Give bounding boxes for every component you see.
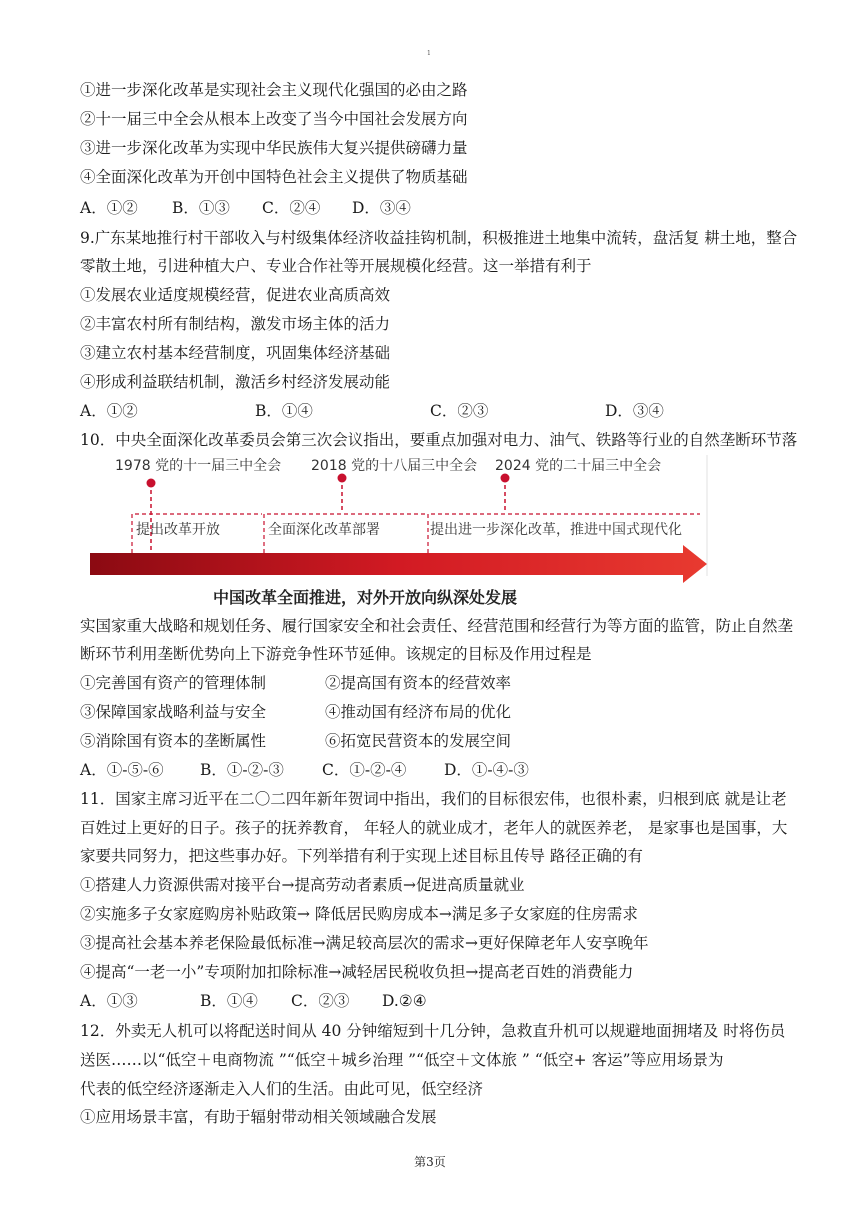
q11-option-b: B．①④	[200, 992, 258, 1010]
q10-option-a: A．①-⑤-⑥	[80, 761, 164, 779]
q10-item-1: ①完善国有资产的管理体制	[80, 674, 267, 692]
q8-option-c: C．②④	[262, 199, 321, 217]
event-box-2024: 提出进一步深化改革，推进中国式现代化	[430, 522, 682, 538]
q11-option-a: A．①③	[80, 992, 138, 1010]
q8-option-a: A．①②	[80, 199, 138, 217]
event-label-2024: 2024 党的二十届三中全会	[495, 458, 662, 474]
q12-stem-line-3: 代表的低空经济逐渐走入人们的生活。由此可见，低空经济	[80, 1080, 484, 1098]
q10-stem-line-2: 实国家重大战略和规划任务、履行国家安全和社会责任、经营范围和经营行为等方面的监管，防止自然垄	[80, 617, 794, 635]
q11-option-d: D.②④	[382, 992, 427, 1010]
timeline-caption: 中国改革全面推进，对外开放向纵深处发展	[213, 588, 518, 607]
q9-item-4: ④形成利益联结机制，激活乡村经济发展动能	[80, 373, 391, 391]
q9-option-d: D．③④	[605, 402, 664, 420]
q8-option-d: D．③④	[352, 199, 411, 217]
q11-option-c: C．②③	[291, 992, 350, 1010]
q11-item-4: ④提高“一老一小”专项附加扣除标准→减轻居民税收负担→提高老百姓的消费能力	[80, 963, 634, 981]
event-label-1978: 1978 党的十一届三中全会	[115, 458, 282, 474]
q10-stem-line-1: 10．中央全面深化改革委员会第三次会议指出，要重点加强对电力、油气、铁路等行业的自然垄断环节落	[80, 431, 798, 449]
timeline-arrow	[90, 545, 707, 583]
q8-option-b: B．①③	[172, 199, 230, 217]
q9-option-b: B．①④	[255, 402, 313, 420]
q10-item-6: ⑥拓宽民营资本的发展空间	[325, 732, 512, 750]
q10-item-2: ②提高国有资本的经营效率	[325, 674, 512, 692]
event-box-2018: 全面深化改革部署	[268, 522, 380, 538]
q12-stem-line-1: 12．外卖无人机可以将配送时间从 40 分钟缩短到十几分钟，急救直升机可以规避地面拥堵及 时将伤员	[80, 1022, 786, 1040]
q10-item-3: ③保障国家战略利益与安全	[80, 703, 267, 721]
q9-item-1: ①发展农业适度规模经营，促进农业高质高效	[80, 286, 391, 304]
q10-option-b: B．①-②-③	[200, 761, 284, 779]
page-footer: 第3页	[414, 1155, 446, 1169]
q9-option-a: A．①②	[80, 402, 138, 420]
event-marker-2018	[338, 474, 347, 511]
q10-option-c: C．①-②-④	[322, 761, 407, 779]
q10-item-5: ⑤消除国有资本的垄断属性	[80, 732, 267, 750]
q9-item-2: ②丰富农村所有制结构，激发市场主体的活力	[80, 315, 391, 333]
q9-option-c: C．②③	[430, 402, 489, 420]
q9-stem-line-2: 零散土地，引进种植大户、专业合作社等开展规模化经营。这一举措有利于	[80, 257, 592, 275]
q11-stem-line-1: 11．国家主席习近平在二〇二四年新年贺词中指出，我们的目标很宏伟，也很朴素，归根到底 就是让老	[80, 790, 787, 808]
q11-item-1: ①搭建人力资源供需对接平台→提高劳动者素质→促进高质量就业	[80, 876, 525, 894]
page-mark: 1	[427, 50, 431, 57]
event-marker-2024	[501, 474, 510, 511]
event-box-1978: 提出改革开放	[136, 522, 220, 538]
q12-stem-line-2: 送医……以“低空＋电商物流 ”“低空＋城乡治理 ”“低空＋文体旅 ” “低空+ 客运”等应用场景为	[80, 1051, 724, 1069]
q9-item-3: ③建立农村基本经营制度，巩固集体经济基础	[80, 344, 391, 362]
q12-item-1: ①应用场景丰富，有助于辐射带动相关领域融合发展	[80, 1108, 437, 1126]
q11-stem-line-2: 百姓过上更好的日子。孩子的抚养教育， 年轻人的就业成才，老年人的就医养老， 是家事也是国事，大	[80, 819, 788, 837]
q10-item-4: ④推动国有经济布局的优化	[325, 703, 512, 721]
q11-item-3: ③提高社会基本养老保险最低标准→满足较高层次的需求→更好保障老年人安享晚年	[80, 934, 649, 952]
q8-item-1: ①进一步深化改革是实现社会主义现代化强国的必由之路	[80, 81, 468, 99]
q8-item-3: ③进一步深化改革为实现中华民族伟大复兴提供磅礴力量	[80, 139, 468, 157]
q8-item-2: ②十一届三中全会从根本上改变了当今中国社会发展方向	[80, 110, 468, 128]
q9-stem-line-1: 9.广东某地推行村干部收入与村级集体经济收益挂钩机制，积极推进土地集中流转，盘活复 耕土地，整合	[80, 229, 798, 247]
q10-stem-line-3: 断环节利用垄断优势向上下游竞争性环节延伸。该规定的目标及作用过程是	[80, 645, 592, 663]
q11-item-2: ②实施多子女家庭购房补贴政策→ 降低居民购房成本→满足多子女家庭的住房需求	[80, 905, 638, 923]
event-label-2018: 2018 党的十八届三中全会	[311, 458, 478, 474]
q8-item-4: ④全面深化改革为开创中国特色社会主义提供了物质基础	[80, 168, 468, 186]
q10-option-d: D．①-④-③	[444, 761, 529, 779]
q11-stem-line-3: 家要共同努力，把这些事办好。下列举措有利于实现上述目标且传导 路径正确的有	[80, 847, 643, 865]
